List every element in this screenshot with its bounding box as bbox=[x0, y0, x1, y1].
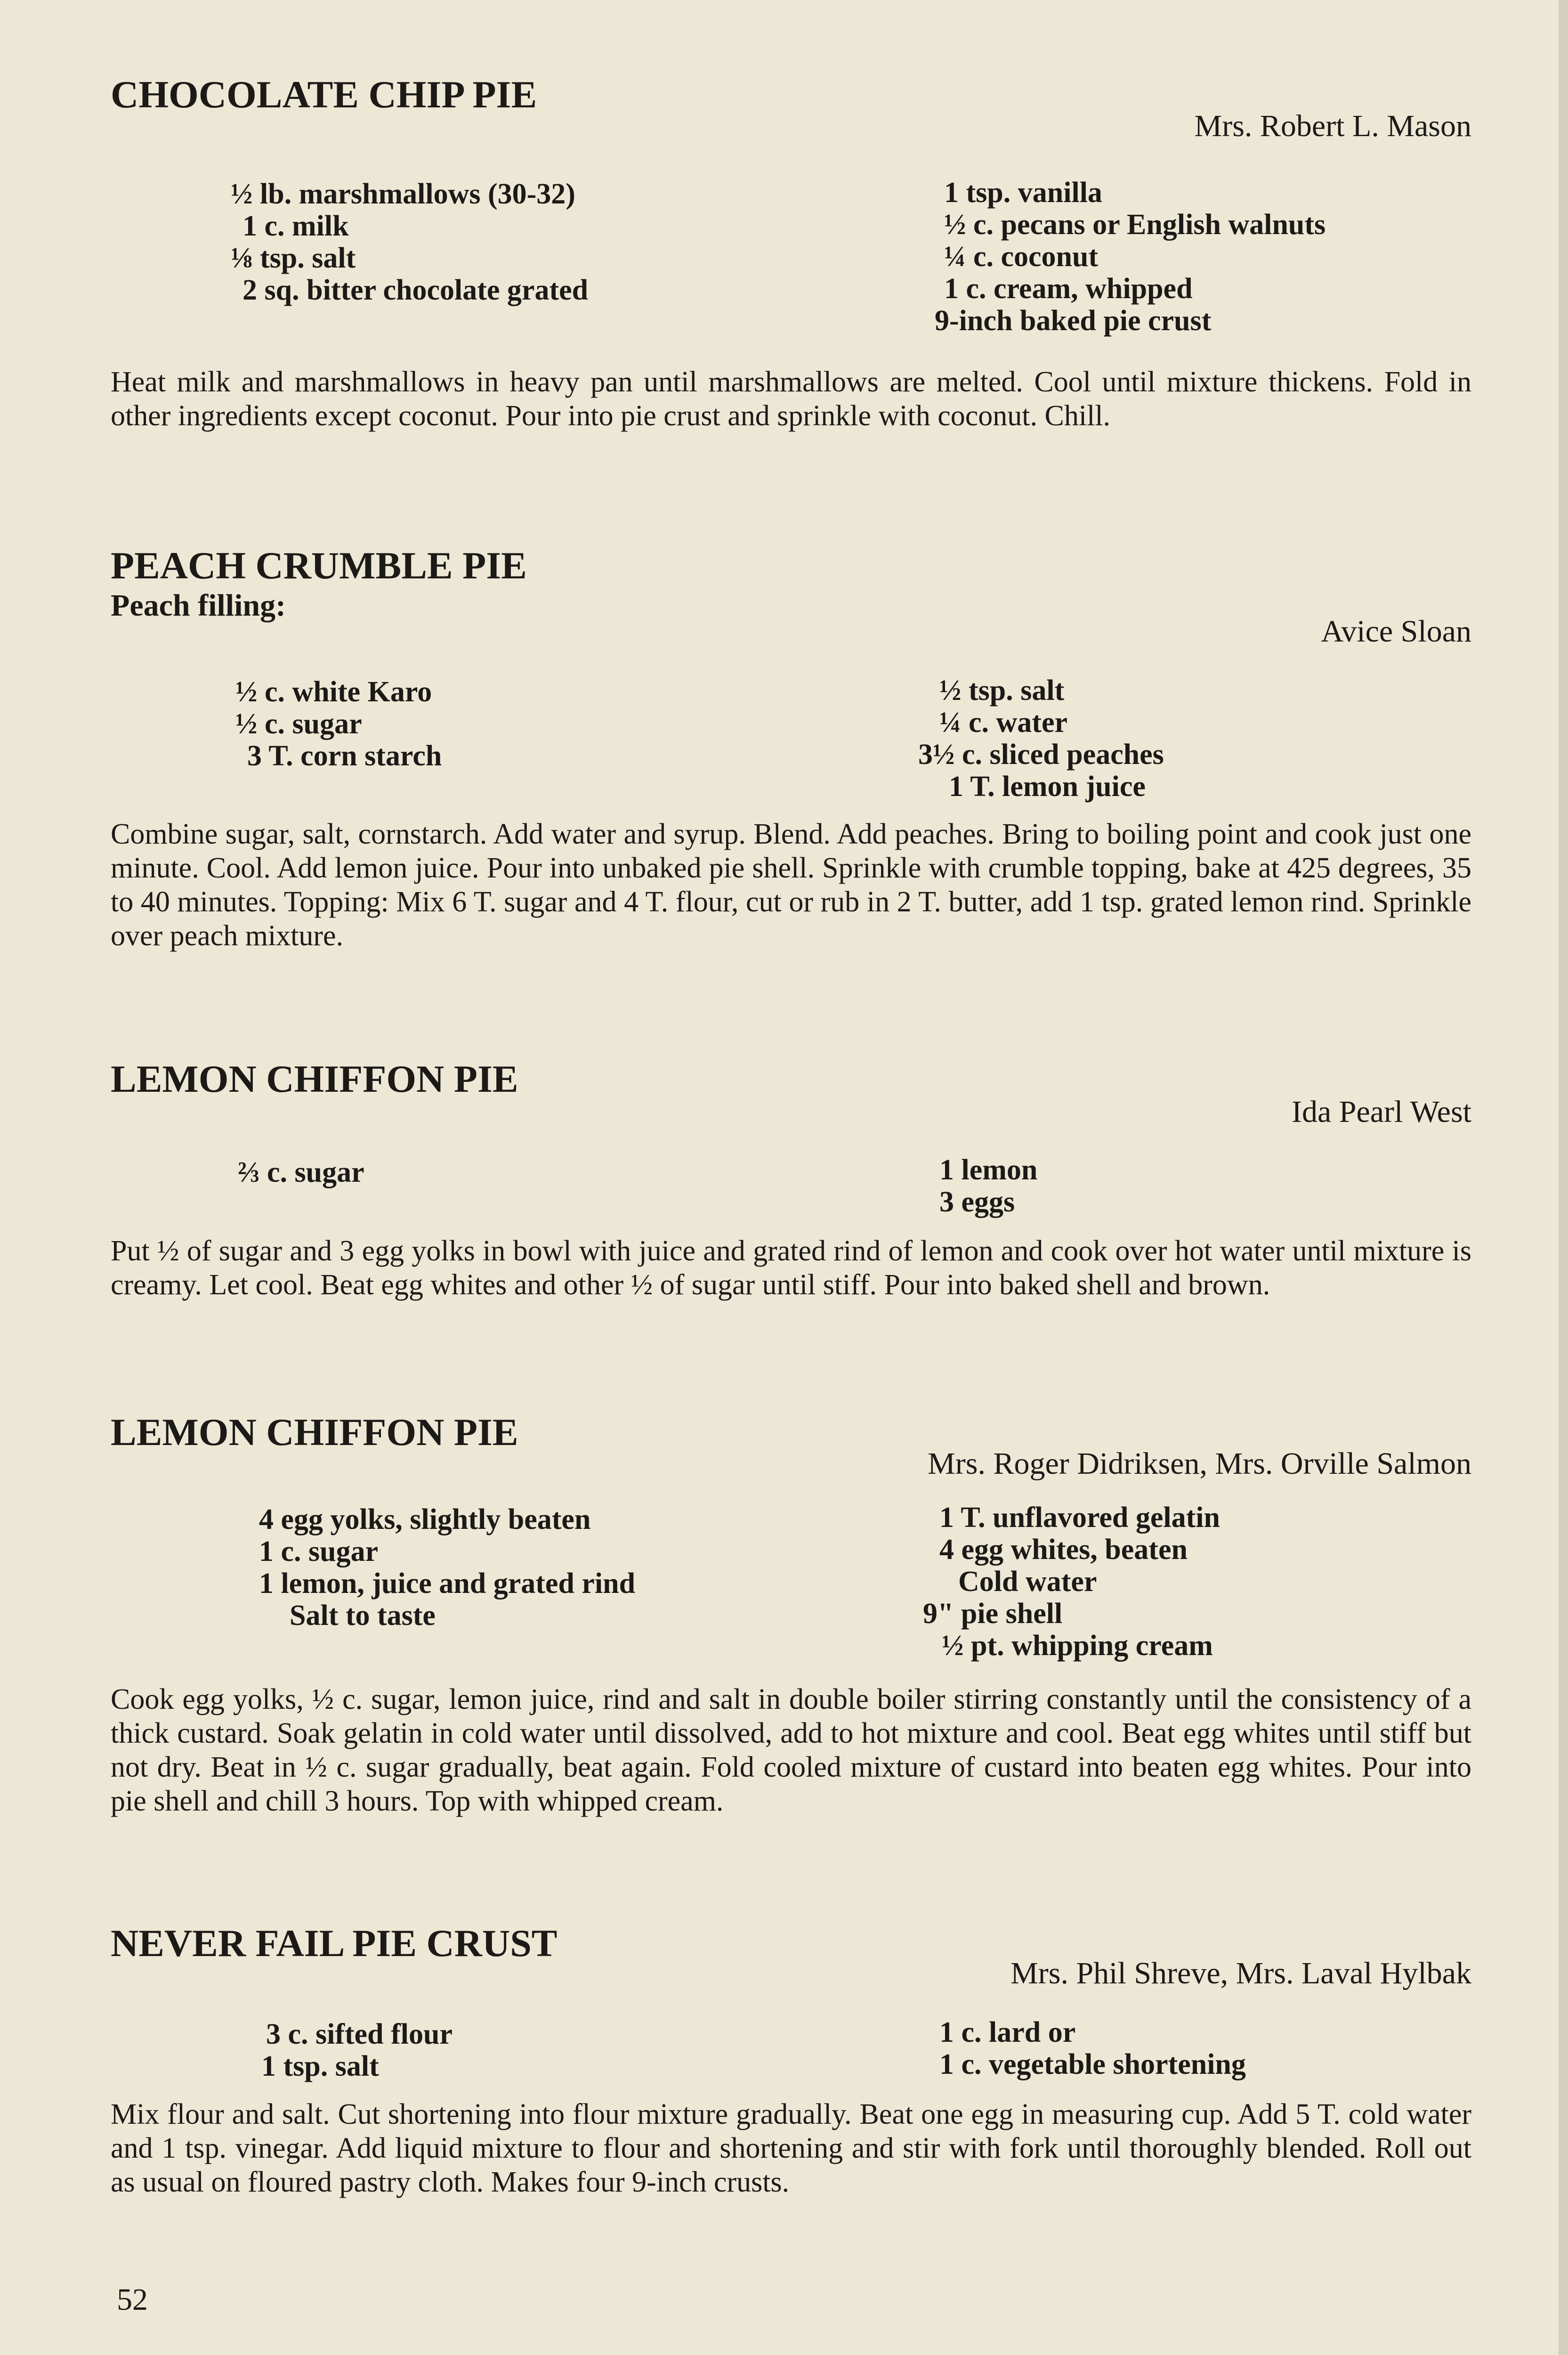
ingredient: 1 c. sugar bbox=[259, 1535, 379, 1567]
ingredients-right bbox=[939, 1154, 1037, 1218]
recipe-lemon-chiffon-pie bbox=[111, 1057, 1471, 1352]
recipe-lemon-chiffon-pie-2 bbox=[111, 1413, 1471, 1875]
ingredients-left bbox=[235, 676, 442, 772]
ingredient: ⅛ tsp. salt bbox=[231, 242, 356, 274]
recipe-author: Avice Sloan bbox=[1321, 614, 1471, 649]
ingredients-left bbox=[261, 2018, 453, 2082]
ingredient: 1 c. vegetable shortening bbox=[939, 2048, 1246, 2080]
ingredient: 3½ c. sliced peaches bbox=[918, 739, 1164, 771]
ingredients-right bbox=[935, 177, 1326, 337]
ingredients-left bbox=[259, 1503, 635, 1632]
recipe-peach-crumble-pie bbox=[111, 546, 1471, 999]
ingredient: 3 eggs bbox=[939, 1186, 1015, 1218]
ingredient: 9-inch baked pie crust bbox=[935, 305, 1212, 337]
recipe-directions: Combine sugar, salt, cornstarch. Add water and syrup. Blend. Add peaches. Bring to boiling point and cook just one minute. Cool. Add lemon juice. Pour into unbaked pie shell. Sprinkle with crumble topping, bake at 425 degrees, 35 to 40 minutes. Topping: Mix 6 T. sugar and 4 T. flour, cut or rub in 2 T. butter, add 1 tsp. grated lemon rind. Sprinkle over peach mixture. bbox=[111, 818, 1471, 952]
ingredient: ¼ c. water bbox=[939, 706, 1067, 739]
recipe-directions: Put ½ of sugar and 3 egg yolks in bowl with juice and grated rind of lemon and cook over hot water until mixture is creamy. Let cool. Beat egg whites and other ½ of sugar until stiff. Pour into baked shell and brown. bbox=[111, 1235, 1471, 1301]
page-number: 52 bbox=[117, 2282, 148, 2317]
ingredient: 1 c. milk bbox=[242, 210, 349, 242]
ingredient: 1 tsp. salt bbox=[261, 2050, 379, 2082]
ingredient: ½ c. sugar bbox=[235, 708, 362, 740]
ingredient: 1 tsp. vanilla bbox=[944, 177, 1102, 209]
ingredient: 3 c. sifted flour bbox=[266, 2018, 453, 2050]
ingredient: ½ c. white Karo bbox=[235, 676, 432, 708]
ingredient: 9" pie shell bbox=[923, 1598, 1063, 1630]
ingredient: ½ c. pecans or English walnuts bbox=[944, 209, 1326, 241]
ingredient: 4 egg whites, beaten bbox=[939, 1534, 1188, 1566]
ingredients-left bbox=[238, 1156, 364, 1188]
recipe-directions: Mix flour and salt. Cut shortening into flour mixture gradually. Beat one egg in measuring cup. Add 5 T. cold water and 1 tsp. vinegar. Add liquid mixture to flour and shortening and stir with fork until thoroughly blended. Roll out as usual on floured pastry cloth. Makes four 9-inch crusts. bbox=[111, 2098, 1471, 2198]
ingredient: ½ lb. marshmallows (30-32) bbox=[231, 178, 575, 210]
recipe-title: LEMON CHIFFON PIE bbox=[111, 1411, 518, 1454]
ingredient: 4 egg yolks, slightly beaten bbox=[259, 1503, 591, 1535]
ingredients-left bbox=[231, 178, 589, 306]
recipe-author: Mrs. Phil Shreve, Mrs. Laval Hylbak bbox=[1010, 1956, 1471, 1990]
ingredient: ⅔ c. sugar bbox=[238, 1156, 364, 1188]
recipe-directions: Heat milk and marshmallows in heavy pan until marshmallows are melted. Cool until mixture thickens. Fold in other ingredients except coconut. Pour into pie crust and sprinkle with coconut. Chill. bbox=[111, 366, 1471, 432]
recipe-title: LEMON CHIFFON PIE bbox=[111, 1057, 518, 1100]
recipe-never-fail-pie-crust bbox=[111, 1924, 1471, 2254]
ingredient: 3 T. corn starch bbox=[247, 740, 442, 772]
page-edge bbox=[1559, 0, 1568, 2355]
ingredient: 1 lemon, juice and grated rind bbox=[259, 1567, 636, 1600]
ingredient: ¼ c. coconut bbox=[944, 241, 1099, 273]
recipe-title: NEVER FAIL PIE CRUST bbox=[111, 1922, 558, 1965]
ingredient: ½ pt. whipping cream bbox=[942, 1630, 1213, 1662]
ingredient: 1 lemon bbox=[939, 1154, 1038, 1186]
ingredient: 2 sq. bitter chocolate grated bbox=[242, 274, 589, 306]
recipe-title: CHOCOLATE CHIP PIE bbox=[111, 73, 537, 116]
ingredient: 1 c. lard or bbox=[939, 2016, 1076, 2048]
recipe-directions: Cook egg yolks, ½ c. sugar, lemon juice, rind and salt in double boiler stirring constantly until the consistency of a thick custard. Soak gelatin in cold water until dissolved, add to hot mixture and cool. Beat egg whites until stiff but not dry. Beat in ½ c. sugar gradually, beat again. Fold cooled mixture of custard into beaten egg whites. Pour into pie shell and chill 3 hours. Top with whipped cream. bbox=[111, 1683, 1471, 1817]
ingredients-right bbox=[923, 1502, 1220, 1662]
recipe-subtitle: Peach filling: bbox=[111, 588, 286, 623]
ingredient: Cold water bbox=[958, 1566, 1097, 1598]
ingredient: 1 T. unflavored gelatin bbox=[939, 1502, 1220, 1534]
recipe-author: Ida Pearl West bbox=[1291, 1095, 1471, 1129]
recipe-title: PEACH CRUMBLE PIE bbox=[111, 544, 527, 587]
ingredient: Salt to taste bbox=[290, 1600, 436, 1632]
recipe-author: Mrs. Roger Didriksen, Mrs. Orville Salmon bbox=[928, 1446, 1471, 1481]
recipe-chocolate-chip-pie bbox=[111, 75, 1471, 476]
ingredient: 1 c. cream, whipped bbox=[944, 273, 1193, 305]
ingredients-right bbox=[939, 2016, 1246, 2080]
ingredient: 1 T. lemon juice bbox=[949, 771, 1146, 803]
recipe-author: Mrs. Robert L. Mason bbox=[1194, 109, 1471, 143]
ingredients-right bbox=[918, 674, 1164, 803]
ingredient: ½ tsp. salt bbox=[939, 674, 1065, 706]
